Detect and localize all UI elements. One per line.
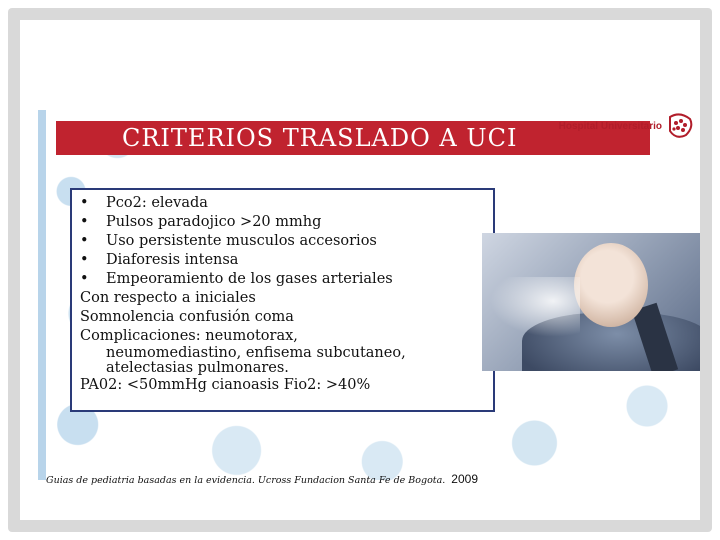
respecto-line: Con respecto a iniciales [80,290,256,306]
hospital-emblem-icon [666,113,694,139]
list-item-text: Uso persistente musculos accesorios [106,233,377,249]
complicaciones-line: Complicaciones: neumotorax, [80,328,298,344]
photo-head-shape [574,243,648,327]
list-item [80,194,493,213]
list-item-text: Pco2: elevada [106,195,208,211]
pa02-line: PA02: <50mmHg cianoasis Fio2: >40% [80,377,371,393]
list-item [80,251,493,270]
reference-citation [46,472,478,486]
list-item [80,270,493,289]
left-accent-strip [38,110,46,480]
bullet-icon: • [80,233,89,249]
list-item-text: Empeoramiento de los gases arteriales [106,271,393,287]
complicaciones-continuation: neumomediastino, enfisema subcutaneo, [106,345,406,361]
bullet-icon: • [80,271,89,287]
reference-year: 2009 [451,472,478,486]
slide-title: CRITERIOS TRASLADO A UCI [122,124,518,152]
bullet-icon: • [80,214,89,230]
photo-mist-shape [490,277,580,337]
slide-header-area [20,20,700,110]
reference-text: Guias de pediatria basadas en la evidencia. Ucross Fundacion Santa Fe de Bogota. [46,475,446,486]
bullet-icon: • [80,252,89,268]
list-item-text: Diaforesis intensa [106,252,239,268]
hospital-logo [559,113,694,139]
list-item [80,232,493,251]
infant-nebulizer-photo [482,233,700,371]
criteria-list [80,194,493,289]
list-item [80,213,493,232]
list-item-text: Pulsos paradojico >20 mmhg [106,214,322,230]
somnolencia-line: Somnolencia confusión coma [80,309,294,325]
slide [20,20,700,520]
criteria-box [70,188,495,412]
bullet-icon: • [80,195,89,211]
hospital-name: Hospital Universitario [558,120,662,132]
complicaciones-continuation: atelectasias pulmonares. [106,360,289,376]
